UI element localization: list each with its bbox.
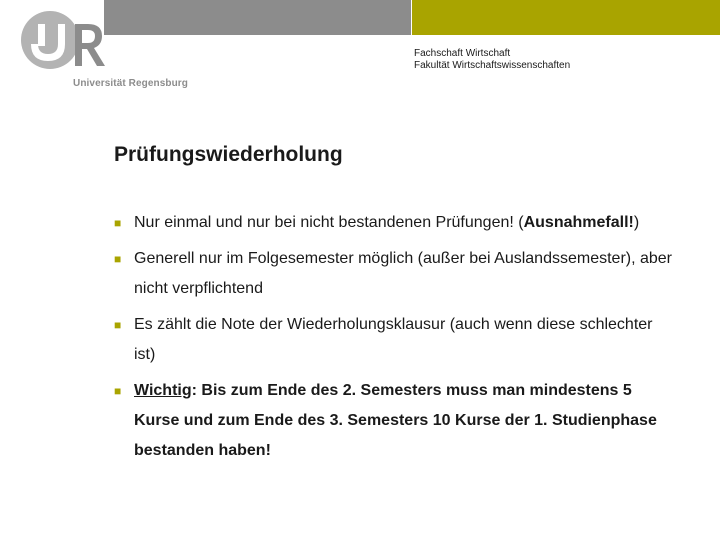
- square-bullet-icon: ■: [114, 252, 122, 266]
- bullet-tail: ): [633, 214, 640, 231]
- slide-title: Prüfungswiederholung: [114, 143, 343, 166]
- bullet-text: Nur einmal und nur bei nicht bestandenen Prüfungen! (: [134, 214, 524, 231]
- square-bullet-icon: ■: [114, 216, 122, 230]
- bullet-item: [114, 310, 674, 370]
- bullet-emphasis: Ausnahmefall!: [523, 214, 634, 231]
- bullet-text: Es zählt die Note der Wiederholungsklausur (auch wenn diese schlechter ist): [134, 316, 653, 363]
- square-bullet-icon: ■: [114, 384, 122, 398]
- square-bullet-icon: ■: [114, 318, 122, 332]
- bullet-text: Generell nur im Folgesemester möglich (außer bei Auslandssemester), aber nicht verpflichtend: [134, 250, 673, 297]
- bullet-item: [114, 208, 674, 238]
- bullet-list: [114, 208, 674, 472]
- logo-text: Universität Regensburg: [73, 78, 189, 89]
- bullet-item: [114, 244, 674, 304]
- department-name: Fachschaft Wirtschaft: [414, 48, 511, 59]
- bullet-text: : Bis zum Ende des 2. Semesters muss man mindestens 5 Kurse und zum Ende des 3. Semesters 10 Kurse der 1. Studienphase bestanden haben!: [134, 382, 657, 459]
- department-label: [414, 48, 570, 72]
- bullet-lead: Wichtig: [134, 382, 192, 399]
- faculty-name: Fakultät Wirtschaftswissenschaften: [414, 60, 571, 71]
- header-bar-olive: [412, 0, 720, 35]
- bullet-item: [114, 376, 674, 466]
